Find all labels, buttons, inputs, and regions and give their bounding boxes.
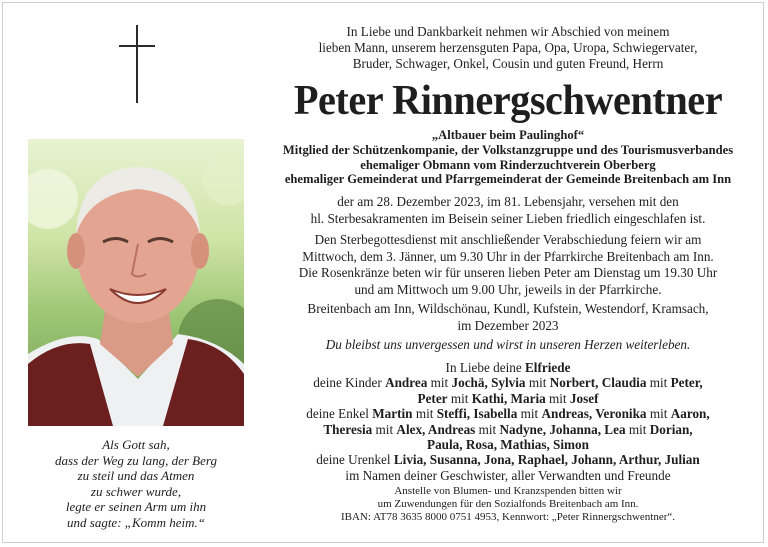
text-line: und am Mittwoch um 9.00 Uhr, jeweils in der Pfarrkirche. bbox=[354, 281, 662, 297]
text-line: hl. Sterbesakramenten im Beisein seiner Lieben friedlich eingeschlafen ist. bbox=[310, 210, 706, 226]
portrait-photo bbox=[28, 139, 244, 426]
family-line bbox=[268, 375, 748, 390]
family-text: mit bbox=[372, 421, 397, 437]
cross-icon bbox=[119, 25, 155, 103]
family-line bbox=[268, 360, 748, 375]
intro-line: Bruder, Schwager, Onkel, Cousin und guten Freund, Herrn bbox=[352, 56, 664, 72]
family-name: Theresia bbox=[323, 421, 373, 437]
title-line: ehemaliger Gemeinderat und Pfarrgemeinderat der Gemeinde Breitenbach am Inn bbox=[284, 172, 732, 187]
family-name: Nadyne, Johanna, Lea bbox=[499, 421, 626, 437]
family-text: mit bbox=[646, 375, 671, 391]
family-list bbox=[268, 360, 748, 483]
intro-line: lieben Mann, unserem herzensguten Papa, Opa, Uropa, Schwiegervater, bbox=[318, 40, 698, 56]
poem bbox=[28, 437, 244, 530]
family-text: im Namen deiner Geschwister, aller Verwandten und Freunde bbox=[345, 467, 671, 483]
family-text: mit bbox=[447, 390, 472, 406]
poem-line: zu schwer wurde, bbox=[90, 483, 182, 499]
family-line bbox=[268, 452, 748, 467]
text-line: Breitenbach am Inn, Wildschönau, Kundl, Kufstein, Westendorf, Kramsach, bbox=[307, 301, 709, 316]
family-text: mit bbox=[412, 406, 437, 422]
titles-block bbox=[268, 128, 748, 187]
family-text: mit bbox=[625, 421, 650, 437]
intro-text bbox=[268, 24, 748, 73]
family-text: mit bbox=[427, 375, 452, 391]
family-name: Andreas, Veronika bbox=[541, 406, 647, 422]
poem-line: dass der Weg zu lang, der Berg bbox=[55, 452, 217, 468]
motto: Du bleibst uns unvergessen und wirst in unseren Herzen weiterleben. bbox=[325, 337, 691, 352]
family-name: Dorian, bbox=[649, 421, 693, 437]
family-name: Elfriede bbox=[525, 360, 571, 375]
family-text: deine Urenkel bbox=[316, 452, 394, 468]
family-name: Martin bbox=[372, 406, 413, 422]
family-name: Andrea bbox=[385, 375, 428, 391]
deceased-name: Peter Rinnergschwentner bbox=[293, 78, 723, 124]
title-line: „Altbauer beim Paulinghof“ bbox=[431, 128, 585, 142]
rosary-info bbox=[268, 265, 748, 298]
family-text: mit bbox=[545, 390, 570, 406]
family-name: Kathi, Maria bbox=[471, 390, 546, 406]
family-text: mit bbox=[475, 421, 500, 437]
family-text: mit bbox=[646, 406, 671, 422]
family-name: Norbert, Claudia bbox=[549, 375, 647, 391]
text-line: Die Rosenkränze beten wir für unseren lieben Peter am Dienstag um 19.30 Uhr bbox=[298, 265, 718, 280]
text-line: im Dezember 2023 bbox=[457, 317, 559, 333]
family-name: Josef bbox=[569, 390, 599, 406]
family-name: Aaron, bbox=[670, 406, 710, 422]
text-line: der am 28. Dezember 2023, im 81. Lebensjahr, versehen mit den bbox=[337, 194, 679, 209]
family-text: mit bbox=[525, 375, 550, 391]
family-line bbox=[268, 422, 748, 437]
family-name: Livia, Susanna, Jona, Raphael, Johann, Arthur, Julian bbox=[393, 452, 700, 468]
family-text: mit bbox=[517, 406, 542, 422]
note-line: um Zuwendungen für den Sozialfonds Breitenbach am Inn. bbox=[377, 498, 639, 510]
place-and-date bbox=[268, 301, 748, 334]
family-name: Peter bbox=[417, 390, 448, 406]
text-line: Den Sterbegottesdienst mit anschließender Verabschiedung feiern wir am bbox=[314, 232, 702, 247]
family-name: Peter, bbox=[670, 375, 703, 391]
family-line bbox=[268, 391, 748, 406]
death-notice bbox=[268, 194, 748, 227]
family-line bbox=[268, 406, 748, 421]
donation-note bbox=[268, 485, 748, 524]
intro-line: In Liebe und Dankbarkeit nehmen wir Abschied von meinem bbox=[346, 24, 670, 39]
text-line: Mittwoch, dem 3. Jänner, um 9.30 Uhr in der Pfarrkirche Breitenbach am Inn. bbox=[302, 248, 714, 264]
family-name: Jochä, Sylvia bbox=[451, 375, 526, 391]
note-line: IBAN: AT78 3635 8000 0751 4953, Kennwort: „Peter Rinnergschwentner“. bbox=[340, 511, 676, 523]
poem-line: und sagte: „Komm heim.“ bbox=[67, 514, 205, 530]
family-text: In Liebe deine bbox=[445, 360, 526, 375]
poem-line: zu steil und das Atmen bbox=[77, 468, 195, 483]
family-line bbox=[268, 437, 748, 452]
title-line: ehemaliger Obmann vom Rinderzuchtverein Oberberg bbox=[360, 157, 656, 172]
funeral-service-info bbox=[268, 232, 748, 265]
family-line bbox=[268, 468, 748, 483]
family-name: Paula, Rosa, Mathias, Simon bbox=[427, 437, 589, 453]
note-line: Anstelle von Blumen- und Kranzspenden bitten wir bbox=[394, 485, 622, 497]
poem-line: legte er seinen Arm um ihn bbox=[65, 499, 207, 514]
title-line: Mitglied der Schützenkompanie, der Volkstanzgruppe und des Tourismusverbandes bbox=[282, 142, 734, 157]
family-text: deine Enkel bbox=[306, 406, 373, 422]
poem-line: Als Gott sah, bbox=[102, 437, 170, 452]
family-name: Alex, Andreas bbox=[396, 421, 476, 437]
family-name: Steffi, Isabella bbox=[436, 406, 518, 422]
family-text: deine Kinder bbox=[313, 375, 386, 391]
